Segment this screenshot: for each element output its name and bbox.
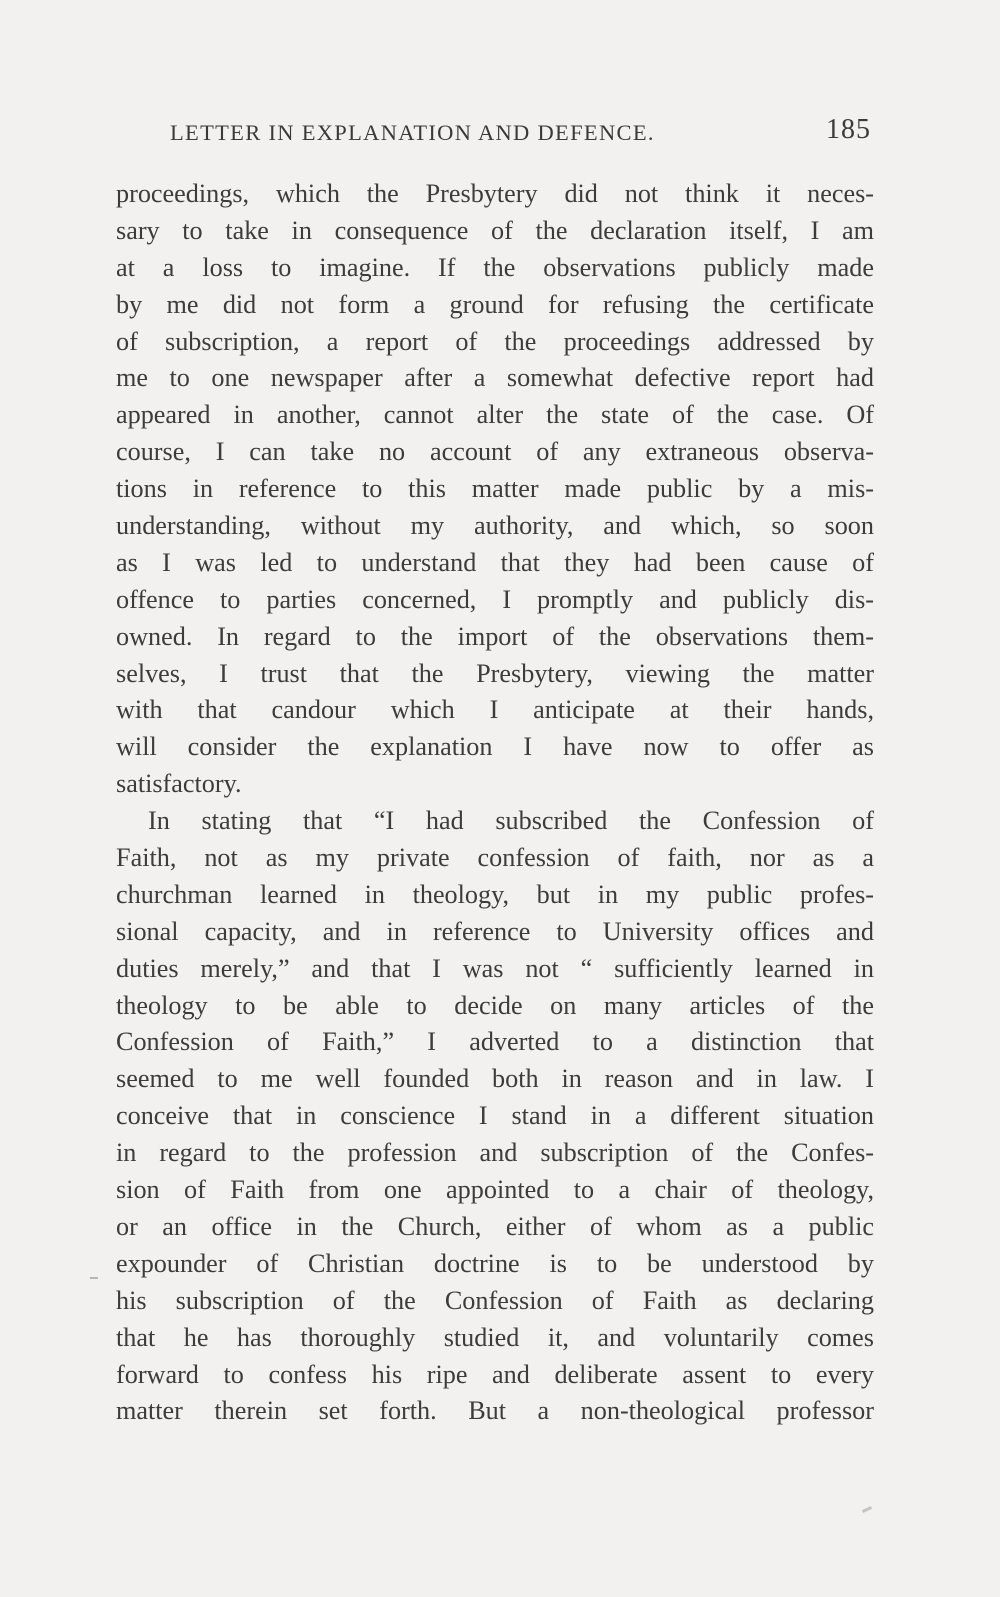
text-line: in regard to the profession and subscription of the Confes- xyxy=(116,1138,874,1168)
text-line: Faith, not as my private confession of faith, nor as a xyxy=(116,843,874,873)
running-head xyxy=(170,114,900,154)
text-line: sary to take in consequence of the declaration itself, I am xyxy=(116,215,874,245)
text-line: me to one newspaper after a somewhat defective report had xyxy=(116,363,874,393)
text-line: owned. In regard to the import of the observations them- xyxy=(116,621,874,651)
text-line: by me did not form a ground for refusing the certificate xyxy=(116,289,874,319)
text-line: Confession of Faith,” I adverted to a distinction that xyxy=(116,1027,874,1057)
text-line: sional capacity, and in reference to University offices and xyxy=(116,916,874,946)
text-line: as I was led to understand that they had been cause of xyxy=(116,547,874,577)
body-text xyxy=(116,176,874,1430)
text-line: course, I can take no account of any extraneous observa- xyxy=(116,437,874,467)
corner-mark xyxy=(862,1506,872,1513)
text-line: that he has thoroughly studied it, and voluntarily comes xyxy=(116,1322,874,1352)
text-line: his subscription of the Confession of Faith as declaring xyxy=(116,1285,874,1315)
page-number: 185 xyxy=(826,114,871,145)
text-line: sion of Faith from one appointed to a chair of theology, xyxy=(116,1175,874,1205)
text-line: offence to parties concerned, I promptly and publicly dis- xyxy=(116,584,874,614)
text-line: seemed to me well founded both in reason and in law. I xyxy=(116,1064,874,1094)
text-line: with that candour which I anticipate at their hands, xyxy=(116,695,874,725)
running-title: LETTER IN EXPLANATION AND DEFENCE. xyxy=(170,120,655,145)
text-line: understanding, without my authority, and which, so soon xyxy=(116,511,874,541)
margin-mark xyxy=(90,1277,98,1279)
text-line: will consider the explanation I have now to offer as xyxy=(116,732,874,762)
text-line: satisfactory. xyxy=(116,769,242,799)
text-line: appeared in another, cannot alter the state of the case. Of xyxy=(116,400,874,430)
text-line: matter therein set forth. But a non-theological professor xyxy=(116,1396,874,1426)
text-line: selves, I trust that the Presbytery, viewing the matter xyxy=(116,658,874,688)
text-line: expounder of Christian doctrine is to be understood by xyxy=(116,1248,874,1278)
text-line: of subscription, a report of the proceedings addressed by xyxy=(116,326,874,356)
text-line: duties merely,” and that I was not “ sufficiently learned in xyxy=(116,953,874,983)
text-line: churchman learned in theology, but in my public profes- xyxy=(116,879,874,909)
text-line: proceedings, which the Presbytery did not think it neces- xyxy=(116,179,874,208)
text-line: tions in reference to this matter made public by a mis- xyxy=(116,474,874,504)
text-line: conceive that in conscience I stand in a different situation xyxy=(116,1101,874,1131)
text-line: In stating that “I had subscribed the Confession of xyxy=(148,806,874,836)
text-line: or an office in the Church, either of whom as a public xyxy=(116,1211,874,1241)
text-line: theology to be able to decide on many articles of the xyxy=(116,990,874,1020)
text-line: at a loss to imagine. If the observations publicly made xyxy=(116,252,874,282)
text-line: forward to confess his ripe and deliberate assent to every xyxy=(116,1359,874,1389)
